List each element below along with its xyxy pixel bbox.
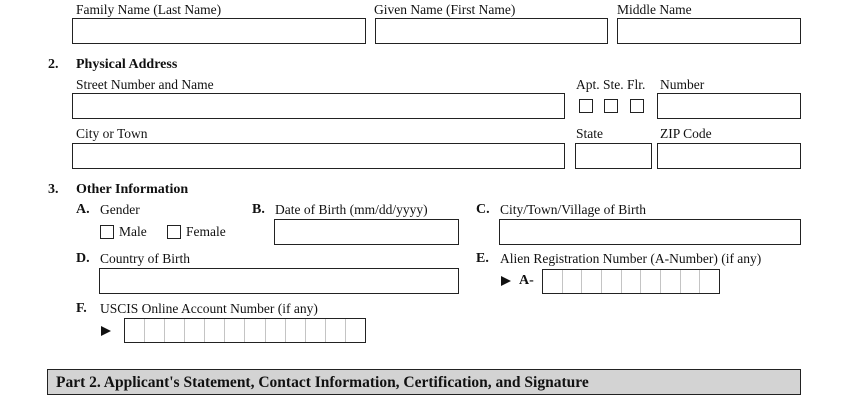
street-field[interactable] bbox=[72, 93, 565, 119]
anumber-label: Alien Registration Number (A-Number) (if any) bbox=[500, 251, 762, 266]
country-birth-field[interactable] bbox=[99, 268, 459, 294]
gender-label: Gender bbox=[100, 202, 140, 217]
b-letter: B. bbox=[252, 202, 265, 217]
ste-checkbox[interactable] bbox=[604, 99, 618, 113]
f-letter: F. bbox=[76, 301, 87, 316]
a-letter: A. bbox=[76, 202, 90, 217]
zip-label: ZIP Code bbox=[660, 126, 712, 141]
apt-number-field[interactable] bbox=[657, 93, 801, 119]
uscis-account-field[interactable] bbox=[124, 318, 366, 343]
number-label: Number bbox=[660, 77, 705, 92]
c-letter: C. bbox=[476, 202, 490, 217]
city-birth-field[interactable] bbox=[499, 219, 801, 245]
part-2-header: Part 2. Applicant's Statement, Contact Information, Certification, and Signature bbox=[47, 369, 801, 395]
uscis-label: USCIS Online Account Number (if any) bbox=[100, 301, 318, 316]
zip-field[interactable] bbox=[657, 143, 801, 169]
family-name-field[interactable] bbox=[72, 18, 366, 44]
state-label: State bbox=[576, 126, 603, 141]
middle-name-field[interactable] bbox=[617, 18, 801, 44]
male-label: Male bbox=[119, 224, 147, 239]
section-2-number: 2. bbox=[48, 57, 59, 72]
apt-checkbox[interactable] bbox=[579, 99, 593, 113]
apt-ste-flr-label: Apt. Ste. Flr. bbox=[576, 77, 646, 92]
female-checkbox[interactable] bbox=[167, 225, 181, 239]
state-field[interactable] bbox=[575, 143, 652, 169]
male-checkbox[interactable] bbox=[100, 225, 114, 239]
arrow-right-icon bbox=[101, 326, 111, 336]
flr-checkbox[interactable] bbox=[630, 99, 644, 113]
city-birth-label: City/Town/Village of Birth bbox=[500, 202, 646, 217]
section-3-number: 3. bbox=[48, 182, 59, 197]
anumber-field[interactable] bbox=[542, 269, 720, 294]
dob-field[interactable] bbox=[274, 219, 459, 245]
arrow-right-icon bbox=[501, 276, 511, 286]
family-name-label: Family Name (Last Name) bbox=[76, 2, 222, 17]
given-name-label: Given Name (First Name) bbox=[374, 2, 516, 17]
female-label: Female bbox=[186, 224, 226, 239]
e-letter: E. bbox=[476, 251, 489, 266]
dob-label: Date of Birth (mm/dd/yyyy) bbox=[275, 202, 428, 217]
anumber-prefix: A- bbox=[519, 273, 534, 288]
middle-name-label: Middle Name bbox=[617, 2, 692, 17]
section-2-title: Physical Address bbox=[76, 57, 178, 72]
city-field[interactable] bbox=[72, 143, 565, 169]
country-birth-label: Country of Birth bbox=[100, 251, 190, 266]
street-label: Street Number and Name bbox=[76, 77, 214, 92]
section-3-title: Other Information bbox=[76, 182, 189, 197]
given-name-field[interactable] bbox=[375, 18, 608, 44]
d-letter: D. bbox=[76, 251, 90, 266]
city-label: City or Town bbox=[76, 126, 148, 141]
